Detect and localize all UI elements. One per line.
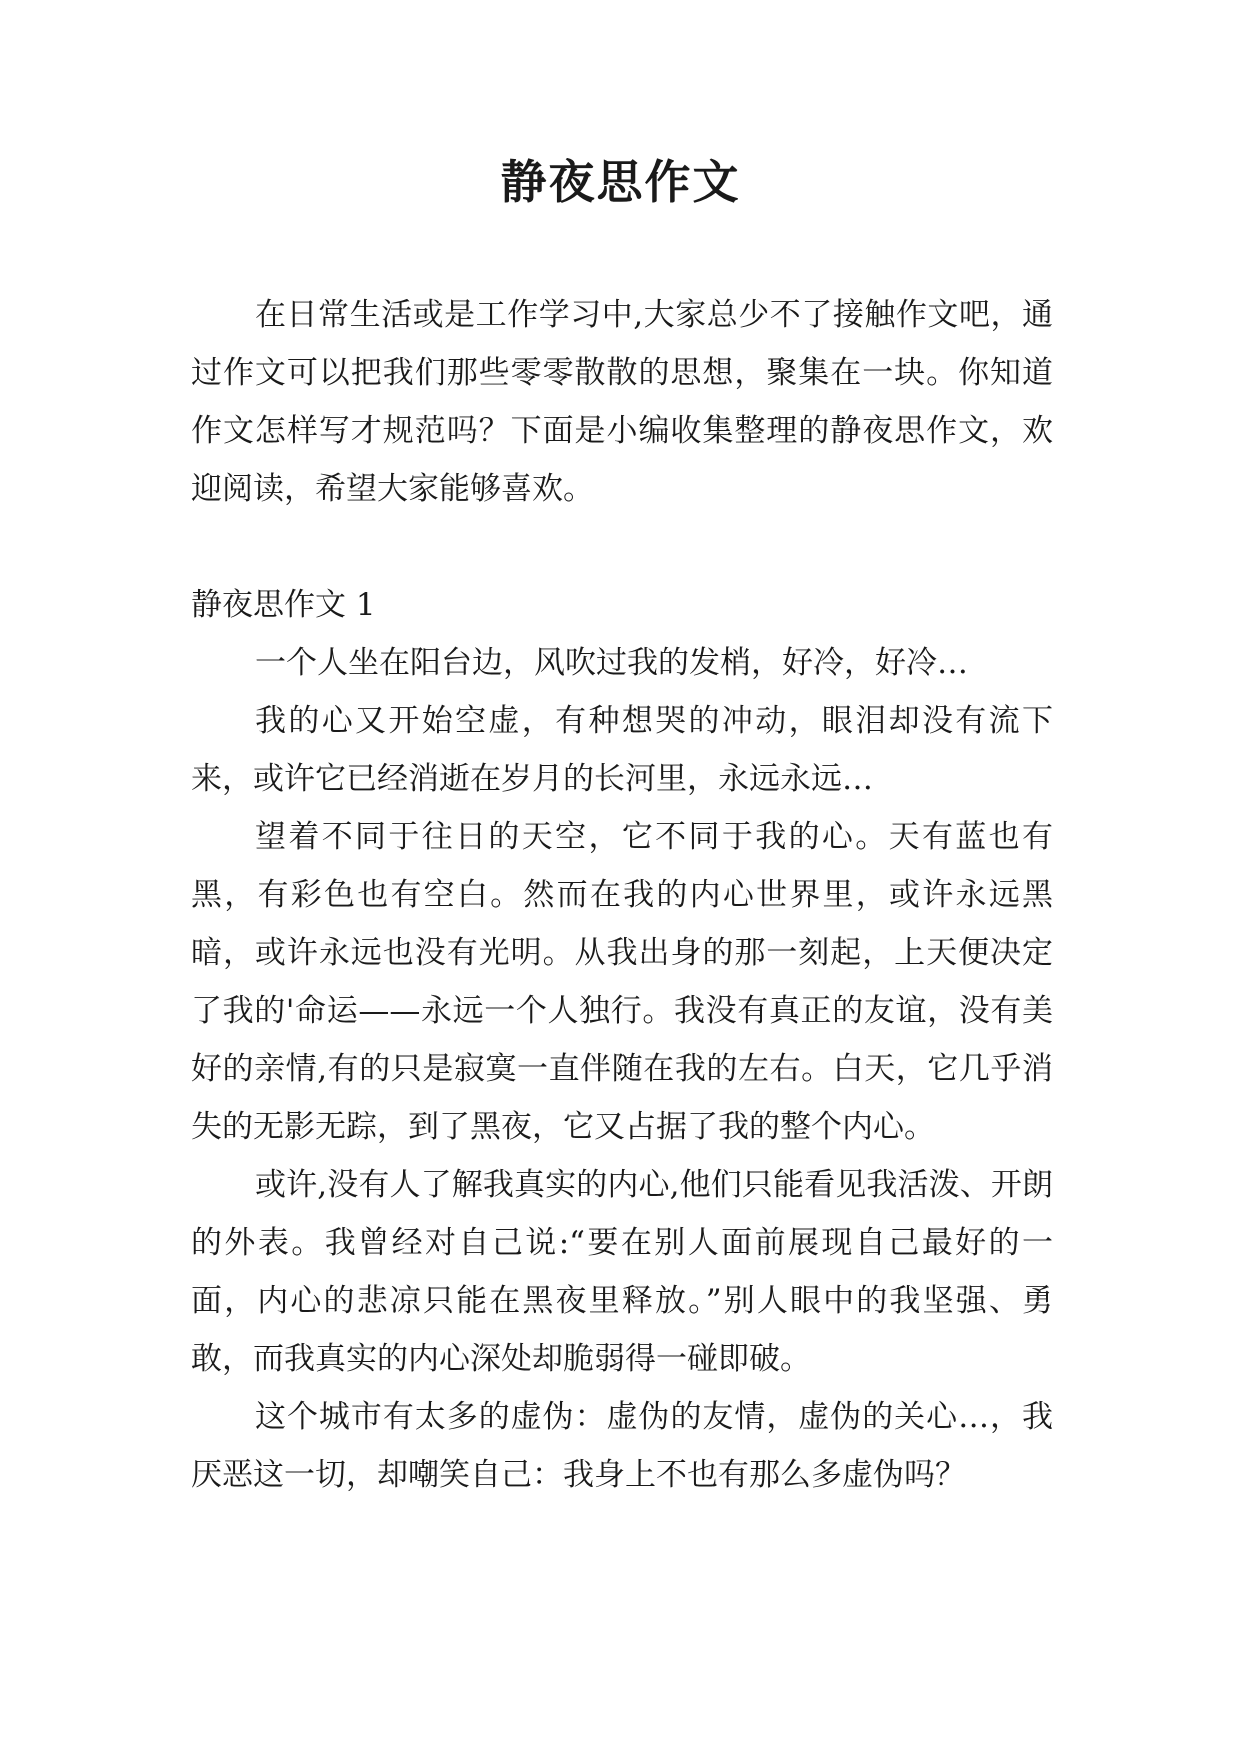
section-heading: 静夜思作文 1 <box>191 587 376 623</box>
intro-paragraph: 在日常生活或是工作学习中,大家总少不了接触作文吧，通过作文可以把我们那些零零散散的思想，聚集在一块。你知道作文怎样写才规范吗？下面是小编收集整理的静夜思作文，欢迎阅读，希望大家能够喜欢。 <box>191 297 1053 507</box>
body-paragraph-2: 我的心又开始空虚，有种想哭的冲动，眼泪却没有流下来，或许它已经消逝在岁月的长河里，永远永远… <box>191 703 1053 797</box>
body-paragraph-4: 或许,没有人了解我真实的内心,他们只能看见我活泼、开朗的外表。我曾经对自己说:“要在别人面前展现自己最好的一面，内心的悲凉只能在黑夜里释放。”别人眼中的我坚强、勇敢，而我真实的内心深处却脆弱得一碰即破。 <box>191 1167 1053 1377</box>
document-title: 静夜思作文 <box>500 155 741 209</box>
body-paragraph-1: 一个人坐在阳台边，风吹过我的发梢，好冷，好冷… <box>255 645 968 681</box>
document-body <box>191 286 1053 1504</box>
body-paragraph-5: 这个城市有太多的虚伪：虚伪的友情，虚伪的关心…，我厌恶这一切，却嘲笑自己：我身上不也有那么多虚伪吗？ <box>191 1399 1053 1493</box>
body-paragraph-3: 望着不同于往日的天空，它不同于我的心。天有蓝也有黑，有彩色也有空白。然而在我的内心世界里，或许永远黑暗，或许永远也没有光明。从我出身的那一刻起，上天便决定了我的'命运——永远一个人独行。我没有真正的友谊，没有美好的亲情,有的只是寂寞一直伴随在我的左右。白天，它几乎消失的无影无踪，到了黑夜，它又占据了我的整个内心。 <box>191 819 1053 1145</box>
